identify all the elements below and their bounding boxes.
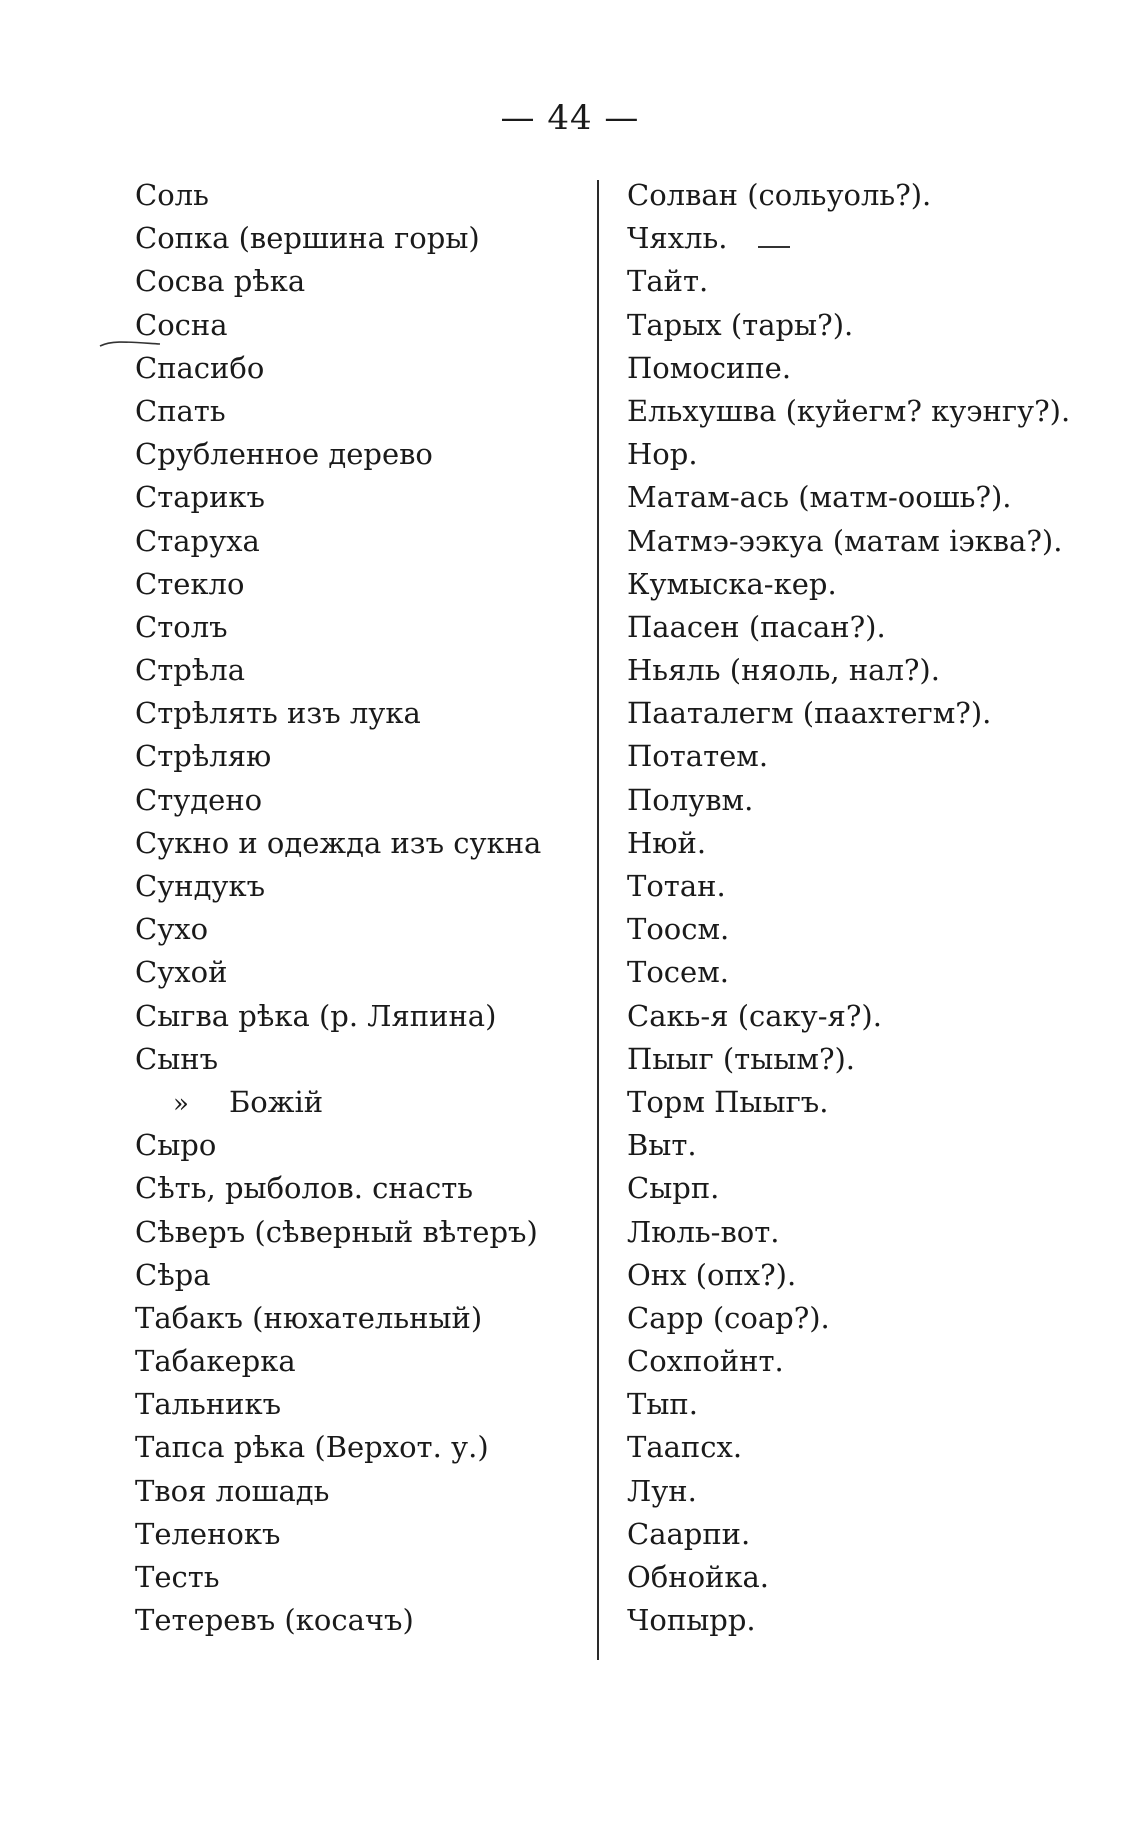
russian-entry: Студено bbox=[135, 782, 263, 817]
russian-entry: Сѣра bbox=[135, 1257, 211, 1292]
translation-entry: Чяхль. bbox=[627, 221, 728, 256]
page-number: — 44 — bbox=[500, 98, 640, 138]
russian-entry: Старикъ bbox=[135, 480, 265, 515]
russian-entry: Сыро bbox=[135, 1128, 217, 1163]
russian-entry: Сынъ bbox=[135, 1041, 219, 1076]
translation-entry: Ельхушва (куйегм? куэнгу?). bbox=[627, 393, 1071, 428]
russian-entry: Сухой bbox=[135, 955, 228, 990]
russian-entry: Сѣть, рыболов. снасть bbox=[135, 1171, 474, 1206]
russian-entry: Сосва рѣка bbox=[135, 264, 306, 299]
translation-entry: Ньяль (няоль, нал?). bbox=[627, 653, 940, 688]
russian-entry: Тесть bbox=[135, 1560, 220, 1594]
russian-entry: Твоя лошадь bbox=[135, 1473, 330, 1508]
russian-entry: Стекло bbox=[135, 566, 245, 601]
translation-entry: Обнойка. bbox=[627, 1560, 769, 1594]
translation-entry: Пааталегм (паахтегм?). bbox=[627, 696, 992, 731]
pen-stroke-mark bbox=[98, 336, 162, 356]
column-divider bbox=[597, 180, 599, 1660]
translation-entry: Тосем. bbox=[627, 955, 729, 990]
russian-entry: Соль bbox=[135, 178, 209, 212]
russian-entry: Сундукъ bbox=[135, 869, 266, 903]
russian-entry: Срубленное дерево bbox=[135, 437, 433, 472]
translation-entry: Тотан. bbox=[627, 869, 726, 903]
russian-entry: Сѣверъ (сѣверный вѣтеръ) bbox=[135, 1214, 538, 1249]
translation-entry: Выт. bbox=[627, 1128, 697, 1163]
translation-entry: Кумыска-кер. bbox=[627, 566, 837, 601]
translation-entry: Чопырр. bbox=[627, 1603, 756, 1638]
translation-entry: Люль-вот. bbox=[627, 1214, 780, 1249]
dash-mark bbox=[758, 246, 790, 248]
translation-column bbox=[627, 174, 1087, 1642]
russian-entry: Столъ bbox=[135, 609, 228, 644]
ditto-mark: » bbox=[173, 1088, 189, 1119]
translation-entry: Тайт. bbox=[627, 264, 709, 299]
russian-entry: Тальникъ bbox=[135, 1387, 282, 1422]
russian-entry: Тапса рѣка (Верхот. у.) bbox=[135, 1430, 489, 1465]
russian-entry: Стрѣлять изъ лука bbox=[135, 696, 421, 731]
russian-entry: Сухо bbox=[135, 912, 209, 947]
translation-entry: Паасен (пасан?). bbox=[627, 609, 886, 644]
translation-entry: Онх (опх?). bbox=[627, 1257, 797, 1292]
russian-entry: Сопка (вершина горы) bbox=[135, 221, 480, 256]
russian-entry: Старуха bbox=[135, 523, 260, 558]
russian-entry: Сыгва рѣка (р. Ляпина) bbox=[135, 998, 497, 1033]
translation-entry: Сарр (соар?). bbox=[627, 1300, 830, 1335]
russian-entry: Сосна bbox=[135, 307, 228, 342]
translation-entry: Сохпойнт. bbox=[627, 1344, 784, 1379]
entry-text: Божій bbox=[229, 1084, 324, 1119]
russian-entry bbox=[135, 1081, 575, 1124]
russian-entry: Табакъ (нюхательный) bbox=[135, 1300, 483, 1335]
translation-entry: Тып. bbox=[627, 1387, 698, 1422]
translation-entry: Потатем. bbox=[627, 739, 769, 774]
russian-entry: Табакерка bbox=[135, 1344, 296, 1379]
russian-entry: Спасибо bbox=[135, 350, 265, 385]
translation-entry: Нюй. bbox=[627, 825, 707, 860]
translation-entry: Матмэ-ээкуа (матам іэква?). bbox=[627, 523, 1063, 558]
russian-word-column bbox=[135, 174, 575, 1642]
translation-entry: Тоосм. bbox=[627, 912, 730, 947]
translation-entry: Солван (сольуоль?). bbox=[627, 178, 932, 212]
russian-entry: Стрѣла bbox=[135, 653, 245, 688]
translation-entry: Матам-ась (матм-оошь?). bbox=[627, 480, 1012, 515]
russian-entry: Спать bbox=[135, 393, 226, 428]
translation-entry: Сакь-я (саку-я?). bbox=[627, 998, 882, 1033]
translation-entry: Полувм. bbox=[627, 782, 754, 817]
translation-entry: Тарых (тары?). bbox=[627, 307, 854, 342]
translation-entry: Сырп. bbox=[627, 1171, 720, 1206]
russian-entry: Тетеревъ (косачъ) bbox=[135, 1603, 414, 1638]
translation-entry: Лун. bbox=[627, 1473, 697, 1508]
translation-entry: Пыыг (тыым?). bbox=[627, 1041, 856, 1076]
translation-entry: Помосипе. bbox=[627, 350, 792, 385]
translation-entry: Саарпи. bbox=[627, 1516, 751, 1551]
translation-entry: Торм Пыыгъ. bbox=[627, 1084, 829, 1119]
russian-entry: Теленокъ bbox=[135, 1516, 281, 1551]
russian-entry: Стрѣляю bbox=[135, 739, 272, 774]
translation-entry: Таапсх. bbox=[627, 1430, 743, 1465]
russian-entry: Сукно и одежда изъ сукна bbox=[135, 825, 542, 860]
translation-entry: Нор. bbox=[627, 437, 698, 472]
